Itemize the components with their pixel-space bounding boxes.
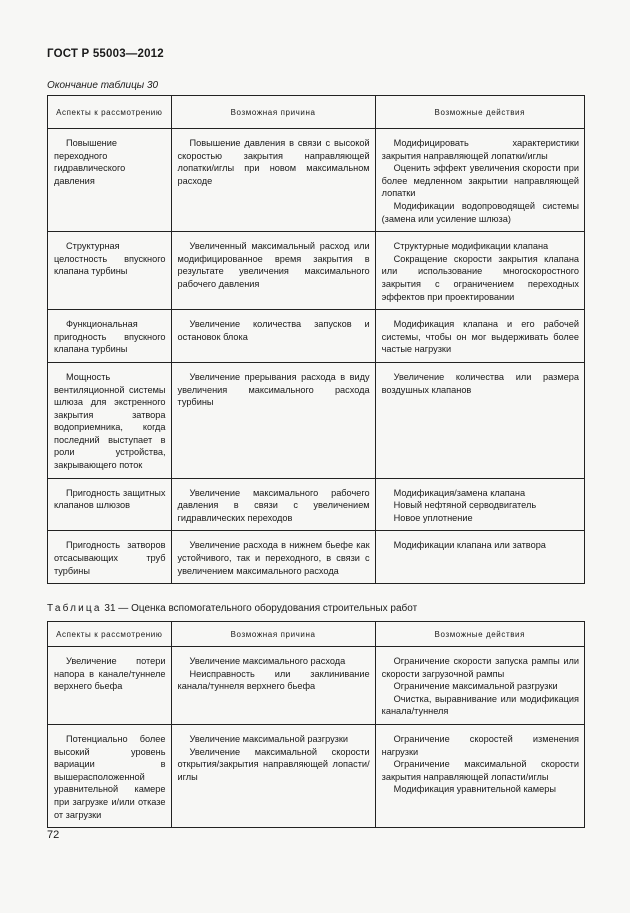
aspect-text: Функциональная пригодность впускного клапана турбины xyxy=(54,319,166,355)
table-31-caption-number: 31 xyxy=(104,603,116,614)
action-text: Оценить эффект увеличения скорости при более медленном закрытии направляющей лопатки xyxy=(381,163,579,199)
actions-cell xyxy=(375,724,584,827)
actions-cell xyxy=(375,232,584,310)
aspect-text: Потенциально более высокий уровень вариации в вышерасположенной уравнительной камере при загрузке и/или отказе от загрузки xyxy=(54,733,166,820)
action-text: Очистка, выравнивание или модификация канала/туннеля xyxy=(381,693,579,717)
aspect-cell xyxy=(48,647,172,725)
cause-text: Увеличение максимального рабочего давления в связи с увеличением гидравлических переходов xyxy=(177,487,370,523)
aspect-text: Увеличение потери напора в канале/туннеле верхнего бьефа xyxy=(54,656,166,692)
action-text: Модификации клапана или затвора xyxy=(393,540,546,551)
table-row xyxy=(48,129,585,232)
aspect-cell xyxy=(48,362,172,478)
cause-text: Увеличение максимального расхода xyxy=(189,656,346,666)
cause-cell xyxy=(171,129,375,232)
table-31-caption-prefix: Таблица xyxy=(47,603,102,614)
action-text: Модификация уравнительной камеры xyxy=(393,784,556,795)
aspect-text: Структурная целостность впускного клапана турбины xyxy=(54,241,166,277)
table-31-body xyxy=(48,647,585,828)
document-header: ГОСТ Р 55003—2012 xyxy=(47,48,164,60)
cause-text: Увеличение максимальной скорости открытия/закрытия направляющей лопасти/иглы xyxy=(177,746,370,782)
column-header-actions: Возможные действия xyxy=(375,622,584,647)
column-header-cause: Возможная причина xyxy=(171,96,375,129)
cause-cell xyxy=(171,531,375,584)
table-row xyxy=(48,647,585,725)
action-text: Модификация клапана и его рабочей системы, чтобы он мог выдерживать более частые нагрузки xyxy=(381,319,579,355)
cause-text: Увеличенный максимальный расход или модифицированное время закрытия в результате увеличения максимального рабочего давления xyxy=(177,241,370,289)
cause-cell xyxy=(171,310,375,363)
table-30-caption: Окончание таблицы 30 xyxy=(47,80,159,91)
cause-text: Неисправность или заклинивание канала/туннеля верхнего бьефа xyxy=(177,668,370,692)
actions-cell xyxy=(375,647,584,725)
column-header-cause: Возможная причина xyxy=(171,622,375,647)
aspect-cell xyxy=(48,478,172,531)
table-row xyxy=(48,362,585,478)
table-row xyxy=(48,724,585,827)
aspect-cell xyxy=(48,232,172,310)
cause-text: Увеличение количества запусков и остановок блока xyxy=(177,319,370,342)
actions-cell xyxy=(375,531,584,584)
actions-cell xyxy=(375,478,584,531)
cause-cell xyxy=(171,478,375,531)
actions-cell xyxy=(375,362,584,478)
table-30 xyxy=(47,95,585,584)
table-row xyxy=(48,310,585,363)
column-header-aspects: Аспекты к рассмотрению xyxy=(48,622,172,647)
table-31 xyxy=(47,621,585,828)
cause-cell xyxy=(171,647,375,725)
action-text: Новый нефтяной серводвигатель xyxy=(393,500,537,511)
action-text: Модифицировать характеристики закрытия направляющей лопатки/иглы xyxy=(381,138,579,161)
aspect-text: Мощность вентиляционной системы шлюза для экстренного закрытия затвора водоприемника, когда последний выступает в роли устройства, закрывающего поток xyxy=(54,371,166,471)
column-header-actions: Возможные действия xyxy=(375,96,584,129)
aspect-text: Пригодность защитных клапанов шлюзов xyxy=(54,487,166,511)
table-row xyxy=(48,478,585,531)
aspect-text: Пригодность затворов отсасывающих труб турбины xyxy=(54,540,166,576)
table-31-caption-title: — Оценка вспомогательного оборудования строительных работ xyxy=(115,603,418,614)
action-text: Ограничение скорости запуска рампы или скорости загрузочной рампы xyxy=(381,656,579,679)
column-header-aspects: Аспекты к рассмотрению xyxy=(48,96,172,129)
actions-cell xyxy=(375,310,584,363)
table-header-row xyxy=(48,622,585,647)
cause-text: Повышение давления в связи с высокой скоростью закрытия направляющей лопатки/иглы при новом максимальном расходе xyxy=(177,138,370,186)
aspect-cell xyxy=(48,310,172,363)
action-text: Новое уплотнение xyxy=(393,512,473,523)
cause-cell xyxy=(171,232,375,310)
cause-cell xyxy=(171,362,375,478)
action-text: Увеличение количества или размера воздушных клапанов xyxy=(381,371,579,395)
aspect-cell xyxy=(48,724,172,827)
table-30-body xyxy=(48,129,585,584)
cause-text: Увеличение прерывания расхода в виду увеличения максимального расхода турбины xyxy=(177,371,370,408)
aspect-cell xyxy=(48,129,172,232)
actions-cell xyxy=(375,129,584,232)
page-number: 72 xyxy=(47,829,60,841)
action-text: Модификации водопроводящей системы (замена или усиление шлюза) xyxy=(381,200,579,224)
aspect-cell xyxy=(48,531,172,584)
action-text: Ограничение скоростей изменения нагрузки xyxy=(381,733,579,757)
cause-text: Увеличение максимальной разгрузки xyxy=(189,733,349,744)
action-text: Ограничение максимальной скорости закрытия направляющей лопасти/иглы xyxy=(381,759,579,782)
cause-cell xyxy=(171,724,375,827)
action-text: Ограничение максимальной разгрузки xyxy=(393,681,558,692)
action-text: Модификация/замена клапана xyxy=(393,487,526,498)
table-row xyxy=(48,531,585,584)
action-text: Сокращение скорости закрытия клапана или использование многоскоростного закрытия с ограничением переходных эффектов при проектировании xyxy=(381,253,579,302)
action-text: Структурные модификации клапана xyxy=(393,241,549,252)
table-row xyxy=(48,232,585,310)
table-header-row xyxy=(48,96,585,129)
aspect-text: Повышение переходного гидравлического давления xyxy=(54,138,126,186)
cause-text: Увеличение расхода в нижнем бьефе как устойчивого, так и переходного, в связи с увеличением максимального расхода xyxy=(177,540,370,576)
table-31-caption xyxy=(47,603,417,614)
